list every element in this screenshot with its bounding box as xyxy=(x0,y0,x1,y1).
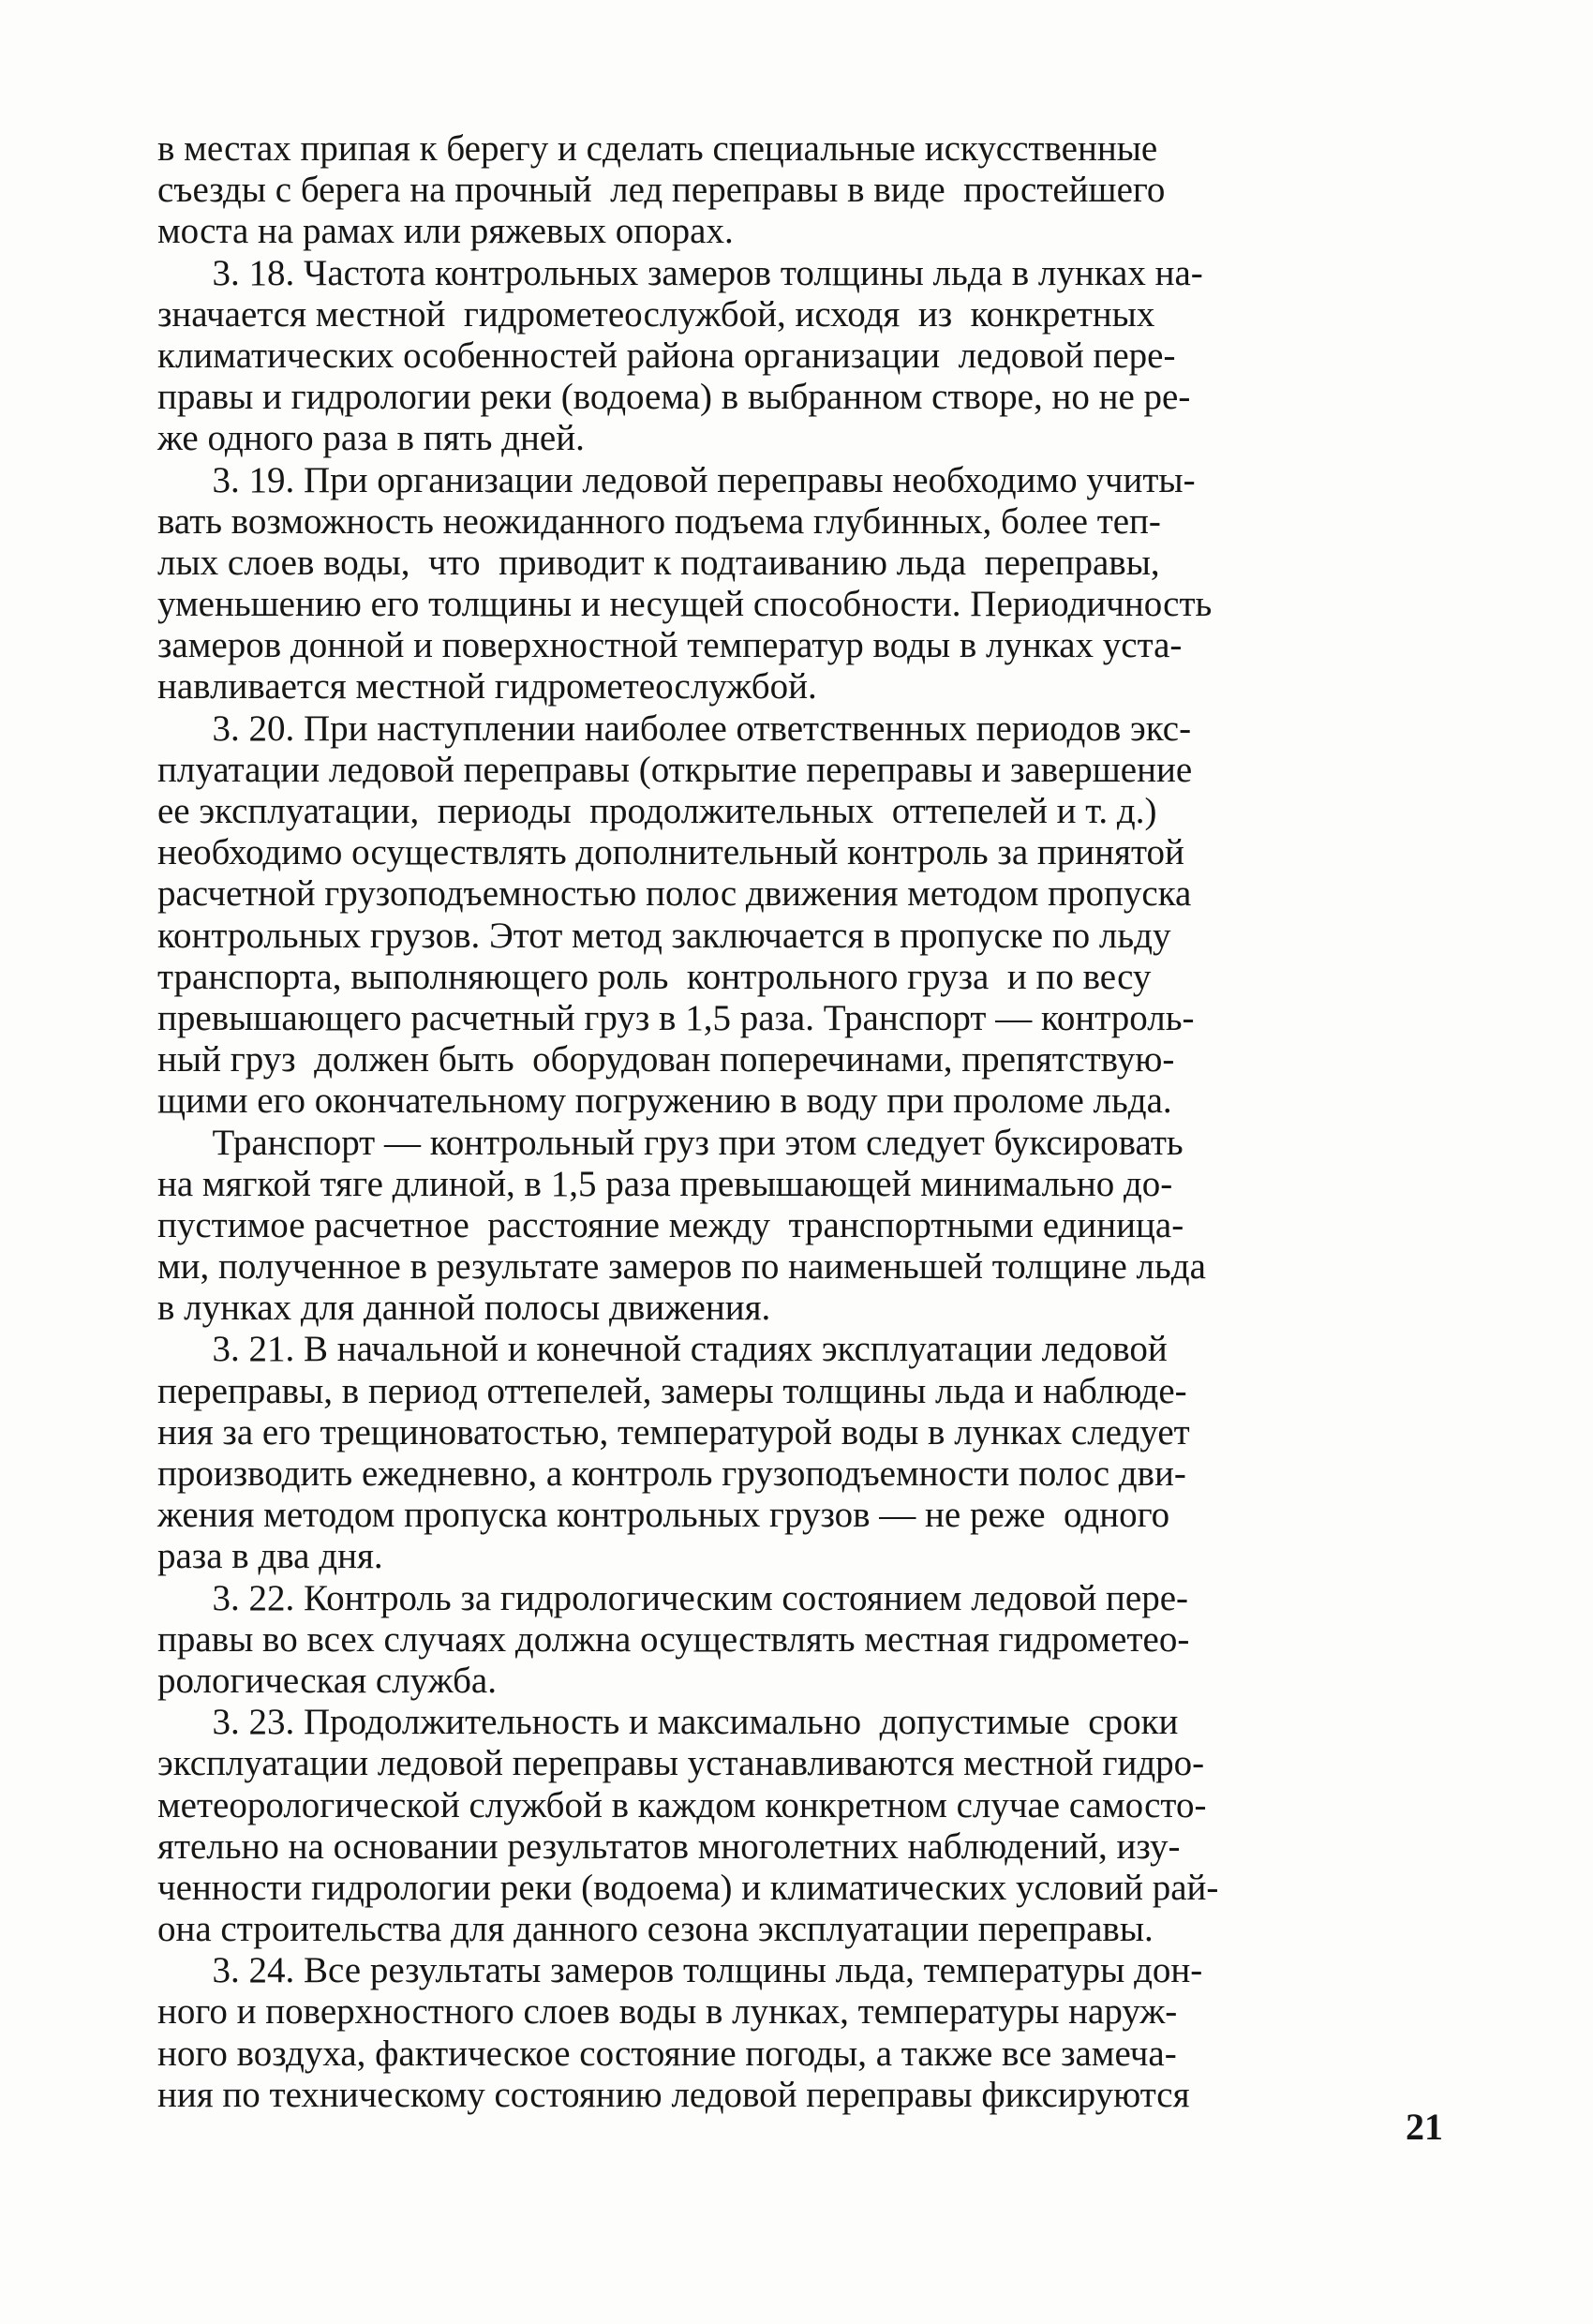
text-line: 3. 19. При организации ледовой переправы необходимо учиты- xyxy=(157,459,1196,500)
text-line: 3. 24. Все результаты замеров толщины льда, температуры дон- xyxy=(157,1950,1203,1991)
text-line: ния за его трещиноватостью, температурой воды в лунках следует xyxy=(157,1411,1190,1452)
text-line: расчетной грузоподъемностью полос движения методом пропуска xyxy=(157,873,1192,915)
text-line: ее эксплуатации, периоды продолжительных оттепелей и т. д.) xyxy=(157,791,1157,831)
text-line: ния по техническому состоянию ледовой переправы фиксируются xyxy=(157,2074,1190,2115)
text-line: 3. 22. Контроль за гидрологическим состоянием ледовой пере- xyxy=(157,1577,1189,1618)
text-line: значается местной гидрометеослужбой, исходя из конкретных xyxy=(157,293,1155,335)
text-line: контрольных грузов. Этот метод заключается в пропуске по льду xyxy=(157,915,1171,956)
text-line: она строительства для данного сезона эксплуатации переправы. xyxy=(157,1909,1154,1950)
text-line: превышающего расчетный груз в 1,5 раза. Транспорт — контроль- xyxy=(157,997,1195,1038)
text-line: ного и поверхностного слоев воды в лунках, температуры наруж- xyxy=(157,1991,1178,2033)
text-line: лых слоев воды, что приводит к подтаиванию льда переправы, xyxy=(157,542,1160,583)
text-line: плуатации ледовой переправы (открытие переправы и завершение xyxy=(157,749,1193,790)
text-line: 3. 21. В начальной и конечной стадиях эксплуатации ледовой xyxy=(157,1329,1168,1370)
text-line: жения методом пропуска контрольных грузов — не реже одного xyxy=(157,1495,1170,1536)
text-line: в местах припая к берегу и сделать специальные искусственные xyxy=(157,128,1158,169)
text-line: ми, полученное в результате замеров по наименьшей толщине льда xyxy=(157,1246,1206,1288)
text-line: необходимо осуществлять дополнительный контроль за принятой xyxy=(157,832,1184,873)
text-line: ного воздуха, фактическое состояние погоды, а также все замеча- xyxy=(157,2033,1177,2074)
page-number: 21 xyxy=(1406,2106,1443,2148)
text-line: щими его окончательному погружению в воду при проломе льда. xyxy=(157,1080,1172,1122)
body-text xyxy=(157,128,1443,2116)
text-line: ченности гидрологии реки (водоема) и климатических условий рай- xyxy=(157,1867,1219,1908)
text-line: вать возможность неожиданного подъема глубинных, более теп- xyxy=(157,500,1161,542)
text-line: переправы, в период оттепелей, замеры толщины льда и наблюде- xyxy=(157,1370,1187,1411)
text-line: пустимое расчетное расстояние между транспортными единица- xyxy=(157,1204,1184,1245)
text-line: правы и гидрологии реки (водоема) в выбранном створе, но не ре- xyxy=(157,377,1191,418)
text-line: ный груз должен быть оборудован поперечинами, препятствую- xyxy=(157,1039,1175,1080)
text-line: ятельно на основании результатов многолетних наблюдений, изу- xyxy=(157,1825,1181,1867)
text-line: Транспорт — контрольный груз при этом следует буксировать xyxy=(157,1122,1184,1163)
text-line: же одного раза в пять дней. xyxy=(157,418,585,459)
text-line: метеорологической службой в каждом конкретном случае самосто- xyxy=(157,1784,1207,1825)
text-line: уменьшению его толщины и несущей способности. Периодичность xyxy=(157,584,1213,625)
text-line: на мягкой тяге длиной, в 1,5 раза превышающей минимально до- xyxy=(157,1163,1173,1204)
text-line: транспорта, выполняющего роль контрольного груза и по весу xyxy=(157,956,1152,997)
text-line: рологическая служба. xyxy=(157,1660,497,1701)
text-line: производить ежедневно, а контроль грузоподъемности полос дви- xyxy=(157,1453,1186,1494)
text-line: замеров донной и поверхностной температур воды в лунках уста- xyxy=(157,625,1183,666)
text-line: правы во всех случаях должна осуществлять местная гидрометео- xyxy=(157,1618,1190,1660)
text-line: раза в два дня. xyxy=(157,1536,383,1577)
text-line: 3. 23. Продолжительность и максимально допустимые сроки xyxy=(157,1702,1179,1743)
text-line: 3. 18. Частота контрольных замеров толщины льда в лунках на- xyxy=(157,252,1203,293)
text-line: 3. 20. При наступлении наиболее ответственных периодов экс- xyxy=(157,708,1192,749)
text-line: съезды с берега на прочный лед переправы в виде простейшего xyxy=(157,170,1166,211)
text-line: навливается местной гидрометеослужбой. xyxy=(157,666,817,708)
text-line: климатических особенностей района организации ледовой пере- xyxy=(157,335,1176,376)
text-line: в лунках для данной полосы движения. xyxy=(157,1288,771,1329)
text-line: моста на рамах или ряжевых опорах. xyxy=(157,211,734,252)
text-line: эксплуатации ледовой переправы устанавливаются местной гидро- xyxy=(157,1743,1205,1784)
